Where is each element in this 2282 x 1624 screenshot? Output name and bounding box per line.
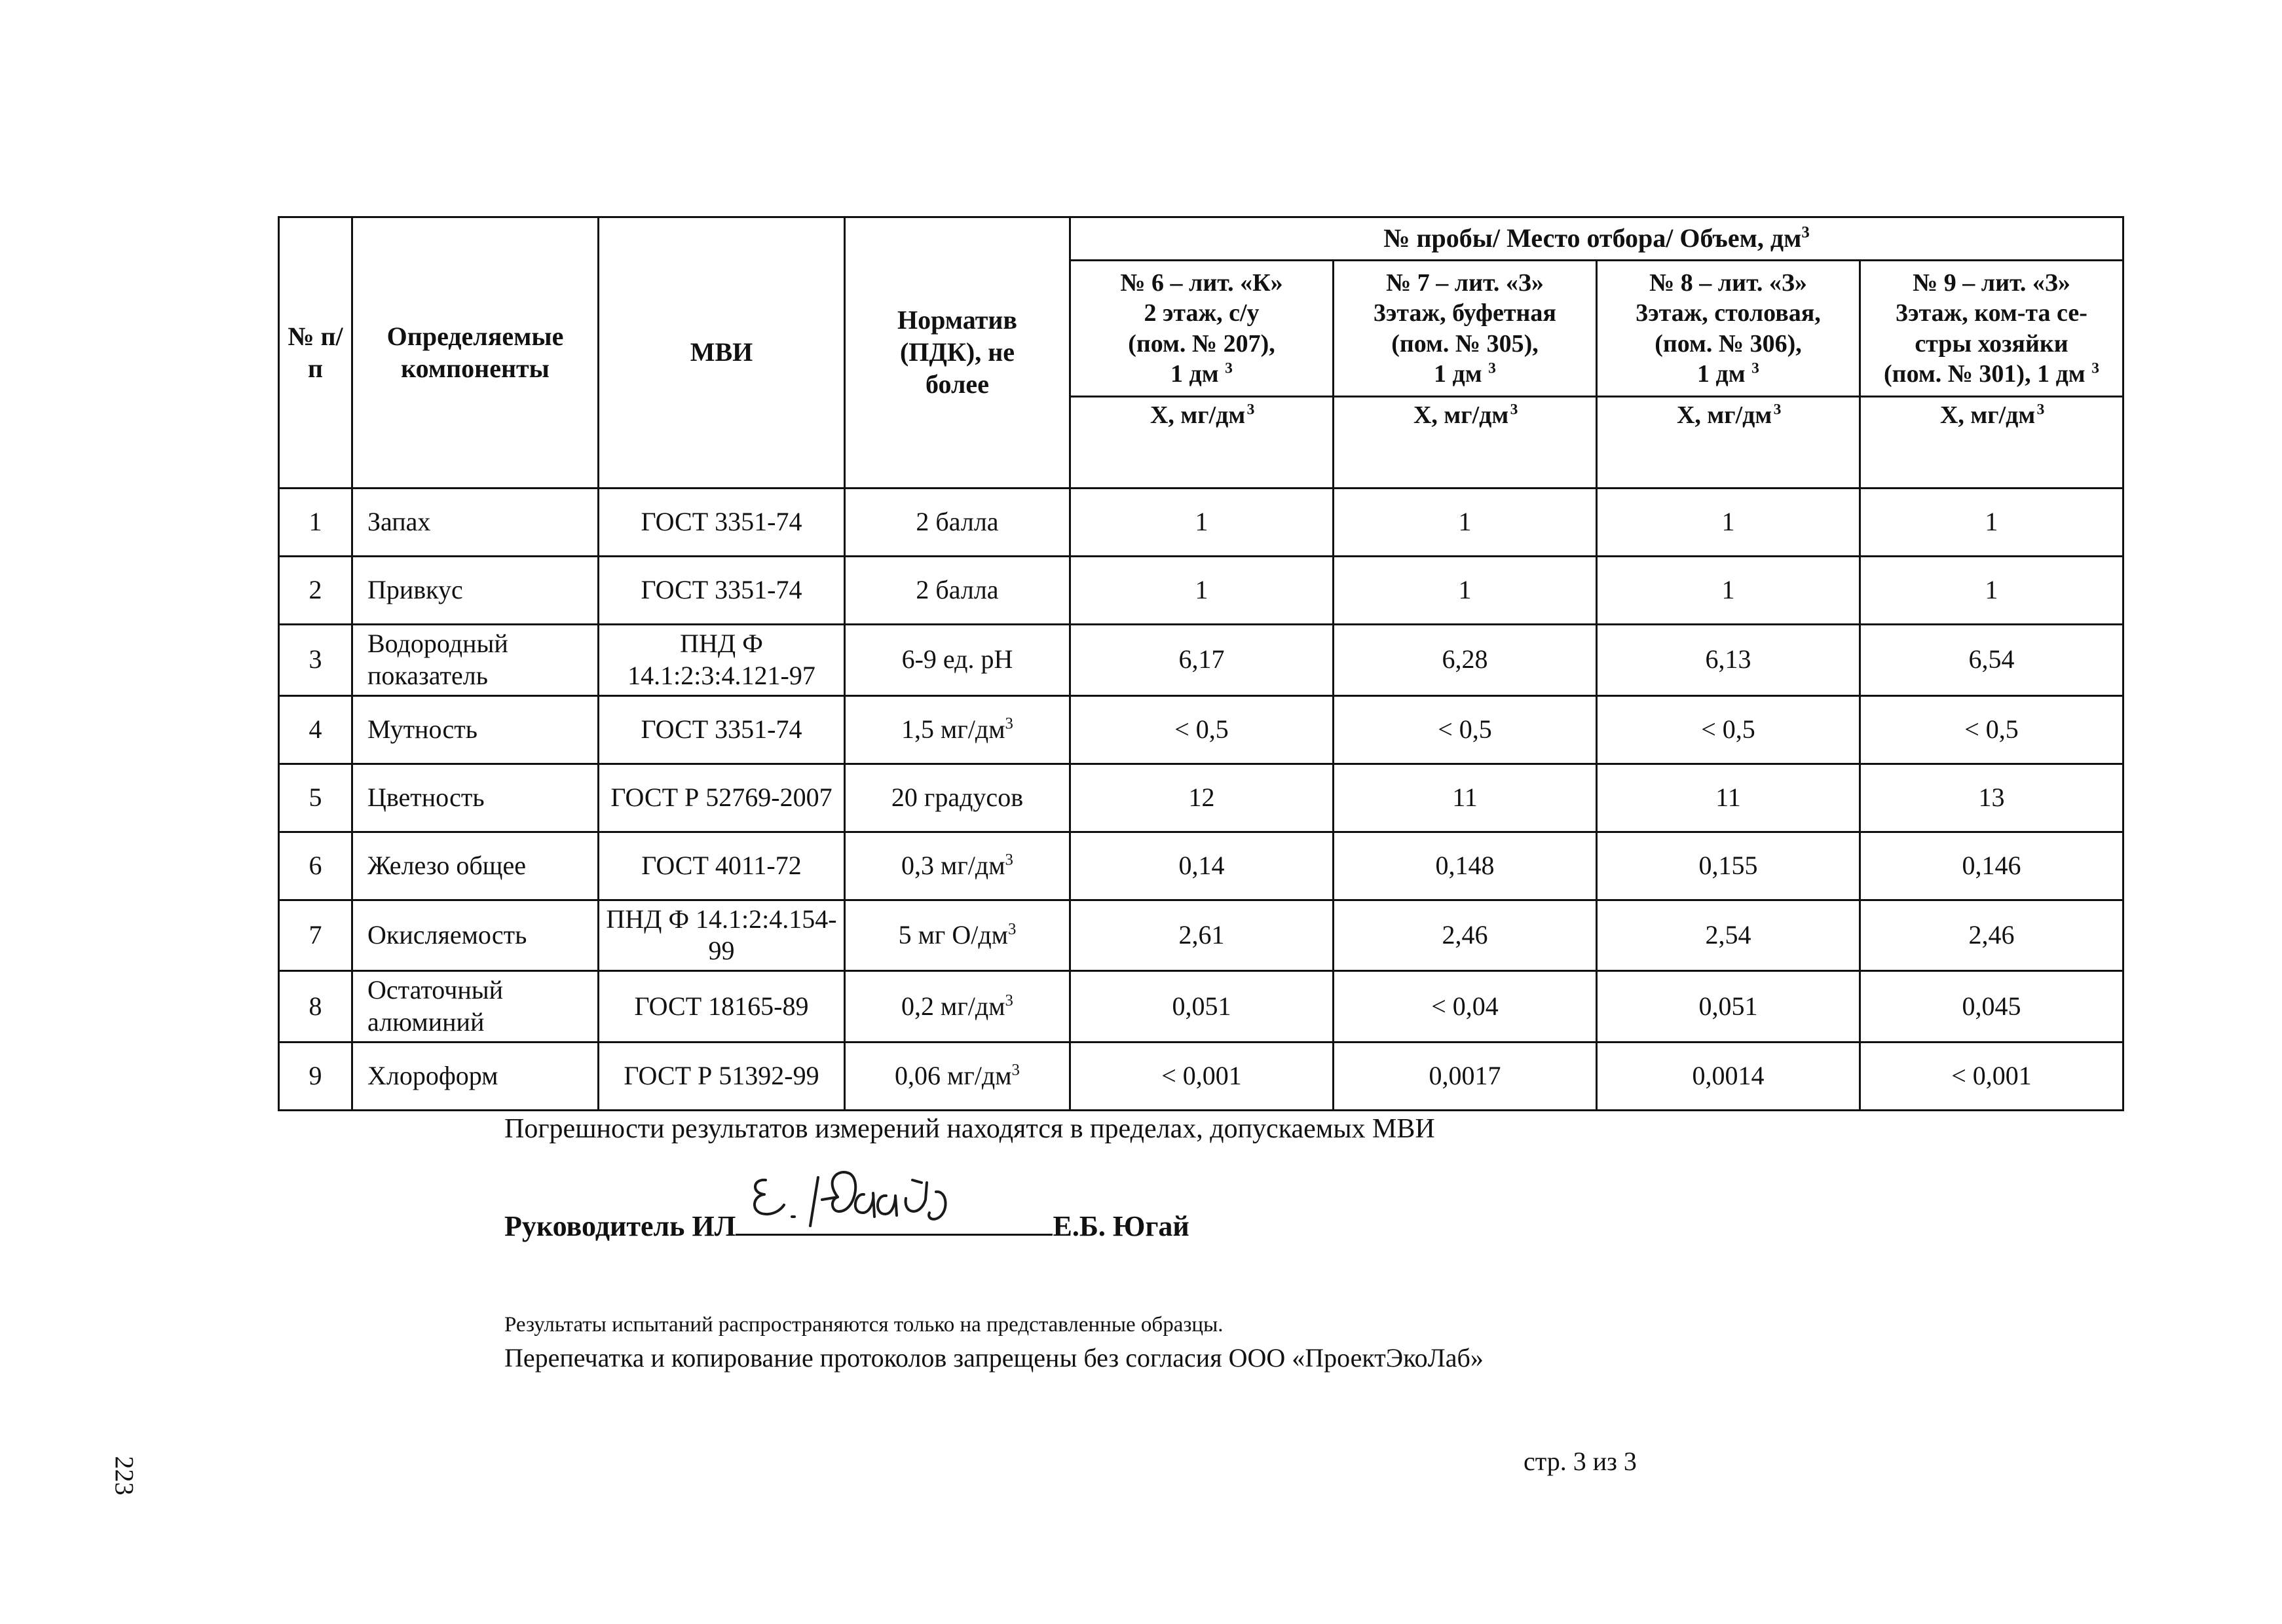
row-value-sample-2: 11 [1334,764,1597,832]
row-value-sample-2: < 0,04 [1334,971,1597,1043]
header-unit-sup: 3 [2036,401,2045,418]
header-unit-sup: 3 [1510,401,1518,418]
row-value-sample-1: 0,051 [1070,971,1334,1043]
header-sample-line3: (пом. № 305), [1391,329,1539,358]
row-norm-sup: 3 [1005,851,1013,869]
row-number: 7 [279,900,352,971]
row-component: Хлороформ [352,1042,599,1110]
header-unit-label: Х, мг/дм [1413,401,1509,429]
row-norm-value: 5 мг О/дм [898,919,1008,950]
header-samples-group-label: № пробы/ Место отбора/ Объем, дм [1383,223,1802,253]
row-value-sample-3: 6,13 [1597,625,1860,696]
header-sample-line3: (пом. № 207), [1128,329,1275,358]
row-number: 3 [279,625,352,696]
signature-name: Е.Б. Югай [1053,1210,1189,1242]
row-component: Мутность [352,695,599,764]
signature-block [504,1205,1189,1243]
row-component: Привкус [352,557,599,625]
header-sample-line1: № 8 – лит. «З» [1649,268,1807,297]
row-component: Остаточный алюминий [352,971,599,1043]
row-norm [845,971,1070,1043]
table-row [279,625,2123,696]
row-method: ГОСТ Р 51392-99 [599,1042,845,1110]
table-row [279,900,2123,971]
header-unit-1 [1070,397,1334,489]
header-sample-line1: № 6 – лит. «К» [1120,268,1283,297]
header-sample-2 [1334,261,1597,397]
row-value-sample-1: 12 [1070,764,1334,832]
results-table [278,216,2124,1111]
row-value-sample-1: < 0,5 [1070,695,1334,764]
row-value-sample-2: 2,46 [1334,900,1597,971]
header-sample-line4 [1076,359,1327,389]
row-method: ГОСТ 4011-72 [599,832,845,900]
row-value-sample-4: < 0,5 [1860,695,2123,764]
row-norm-value: 6-9 ед. рН [901,644,1013,674]
row-value-sample-4: 0,045 [1860,971,2123,1043]
table-row [279,1042,2123,1110]
row-norm [845,764,1070,832]
header-sample-1 [1070,261,1334,397]
row-number: 4 [279,695,352,764]
row-norm-value: 1,5 мг/дм [901,714,1005,744]
row-norm [845,489,1070,557]
header-unit-sup: 3 [1246,401,1255,418]
header-sample-line3: стры хозяйки [1915,329,2068,358]
row-norm-sup: 3 [1005,991,1013,1010]
header-sample-volume-sup: 3 [1488,360,1496,377]
row-norm-value: 2 балла [916,507,999,537]
row-method: ГОСТ Р 52769-2007 [599,764,845,832]
row-method: ГОСТ 18165-89 [599,971,845,1043]
row-value-sample-2: 1 [1334,557,1597,625]
row-value-sample-3: 0,155 [1597,832,1860,900]
row-value-sample-4: 2,46 [1860,900,2123,971]
row-value-sample-4: 1 [1860,489,2123,557]
header-sample-volume: (пом. № 301), 1 дм [1884,360,2086,388]
handwritten-signature [739,1154,975,1239]
row-component: Запах [352,489,599,557]
table-row [279,695,2123,764]
header-sample-volume: 1 дм [1697,360,1746,388]
header-samples-group-sup: 3 [1801,223,1810,242]
row-value-sample-2: 6,28 [1334,625,1597,696]
row-method: ГОСТ 3351-74 [599,489,845,557]
row-norm-value: 2 балла [916,575,999,605]
row-norm [845,625,1070,696]
header-sample-line1: № 7 – лит. «З» [1386,268,1544,297]
row-value-sample-3: 1 [1597,489,1860,557]
header-sample-line1: № 9 – лит. «З» [1913,268,2070,297]
row-component: Железо общее [352,832,599,900]
header-norm-label: Норматив (ПДК), не более [897,305,1017,399]
row-value-sample-4: 6,54 [1860,625,2123,696]
header-unit-label: Х, мг/дм [1939,401,2036,429]
header-sample-volume: 1 дм [1170,360,1219,388]
row-number: 8 [279,971,352,1043]
row-norm-sup: 3 [1005,714,1013,733]
header-unit-3 [1597,397,1860,489]
header-sample-line2: 3этаж, столовая, [1636,299,1821,327]
header-sample-line4 [1339,359,1590,389]
table-row [279,971,2123,1043]
row-norm-value: 0,3 мг/дм [901,850,1005,880]
row-norm [845,900,1070,971]
header-num: № п/п [279,217,352,489]
row-norm-value: 20 градусов [891,782,1024,812]
row-component: Водородный показатель [352,625,599,696]
header-component: Определяемые компоненты [352,217,599,489]
header-sample-line2: 2 этаж, с/у [1144,299,1260,327]
header-sample-volume-sup: 3 [1225,360,1233,377]
row-value-sample-3: 0,051 [1597,971,1860,1043]
table-row [279,764,2123,832]
row-norm [845,832,1070,900]
row-value-sample-1: 0,14 [1070,832,1334,900]
header-unit-4 [1860,397,2123,489]
row-value-sample-3: < 0,5 [1597,695,1860,764]
header-sample-line2: 3этаж, ком-та се- [1896,299,2087,327]
row-number: 2 [279,557,352,625]
row-norm [845,1042,1070,1110]
header-sample-volume-sup: 3 [1751,360,1759,377]
signature-role: Руководитель ИЛ [504,1210,736,1242]
header-sample-line2: 3этаж, буфетная [1374,299,1556,327]
header-unit-2 [1334,397,1597,489]
row-method: ПНД Ф 14.1:2:3:4.121-97 [599,625,845,696]
row-value-sample-2: < 0,5 [1334,695,1597,764]
header-norm [845,217,1070,489]
row-value-sample-3: 11 [1597,764,1860,832]
row-method: ПНД Ф 14.1:2:4.154-99 [599,900,845,971]
header-sample-line4 [1603,359,1854,389]
disclaimer-copyright: Перепечатка и копирование протоколов запрещены без согласия ООО «ПроектЭкоЛаб» [504,1343,1484,1373]
row-number: 1 [279,489,352,557]
row-number: 9 [279,1042,352,1110]
row-norm-value: 0,2 мг/дм [901,991,1005,1021]
header-sample-line3: (пом. № 306), [1655,329,1802,358]
row-value-sample-3: 0,0014 [1597,1042,1860,1110]
row-method: ГОСТ 3351-74 [599,557,845,625]
row-value-sample-3: 1 [1597,557,1860,625]
row-value-sample-1: 2,61 [1070,900,1334,971]
row-value-sample-2: 0,0017 [1334,1042,1597,1110]
signature-line [736,1205,1053,1236]
row-value-sample-4: 0,146 [1860,832,2123,900]
disclaimer-results: Результаты испытаний распространяются только на представленные образцы. [504,1313,1224,1337]
row-method: ГОСТ 3351-74 [599,695,845,764]
header-sample-volume-sup: 3 [2091,360,2099,377]
header-unit-sup: 3 [1773,401,1782,418]
table-row [279,489,2123,557]
page-number: стр. 3 из 3 [1524,1447,1637,1476]
row-value-sample-1: 1 [1070,489,1334,557]
row-value-sample-2: 0,148 [1334,832,1597,900]
table-row [279,832,2123,900]
header-method: МВИ [599,217,845,489]
row-number: 5 [279,764,352,832]
header-sample-4 [1860,261,2123,397]
row-component: Цветность [352,764,599,832]
row-value-sample-2: 1 [1334,489,1597,557]
header-sample-3 [1597,261,1860,397]
row-value-sample-4: 13 [1860,764,2123,832]
row-value-sample-4: < 0,001 [1860,1042,2123,1110]
table-row [279,557,2123,625]
row-value-sample-3: 2,54 [1597,900,1860,971]
header-sample-line4 [1866,359,2117,389]
row-norm [845,695,1070,764]
row-component: Окисляемость [352,900,599,971]
header-unit-label: Х, мг/дм [1150,401,1246,429]
header-unit-label: Х, мг/дм [1676,401,1772,429]
row-number: 6 [279,832,352,900]
row-value-sample-1: < 0,001 [1070,1042,1334,1110]
row-value-sample-1: 6,17 [1070,625,1334,696]
side-page-number: 223 [109,1456,140,1496]
row-value-sample-4: 1 [1860,557,2123,625]
header-sample-volume: 1 дм [1434,360,1482,388]
row-norm-value: 0,06 мг/дм [895,1060,1012,1090]
row-norm-sup: 3 [1011,1061,1020,1079]
row-norm-sup: 3 [1007,920,1017,938]
row-norm [845,557,1070,625]
row-value-sample-1: 1 [1070,557,1334,625]
header-samples-group [1070,217,2123,261]
measurement-note: Погрешности результатов измерений находятся в пределах, допускаемых МВИ [504,1114,1435,1144]
